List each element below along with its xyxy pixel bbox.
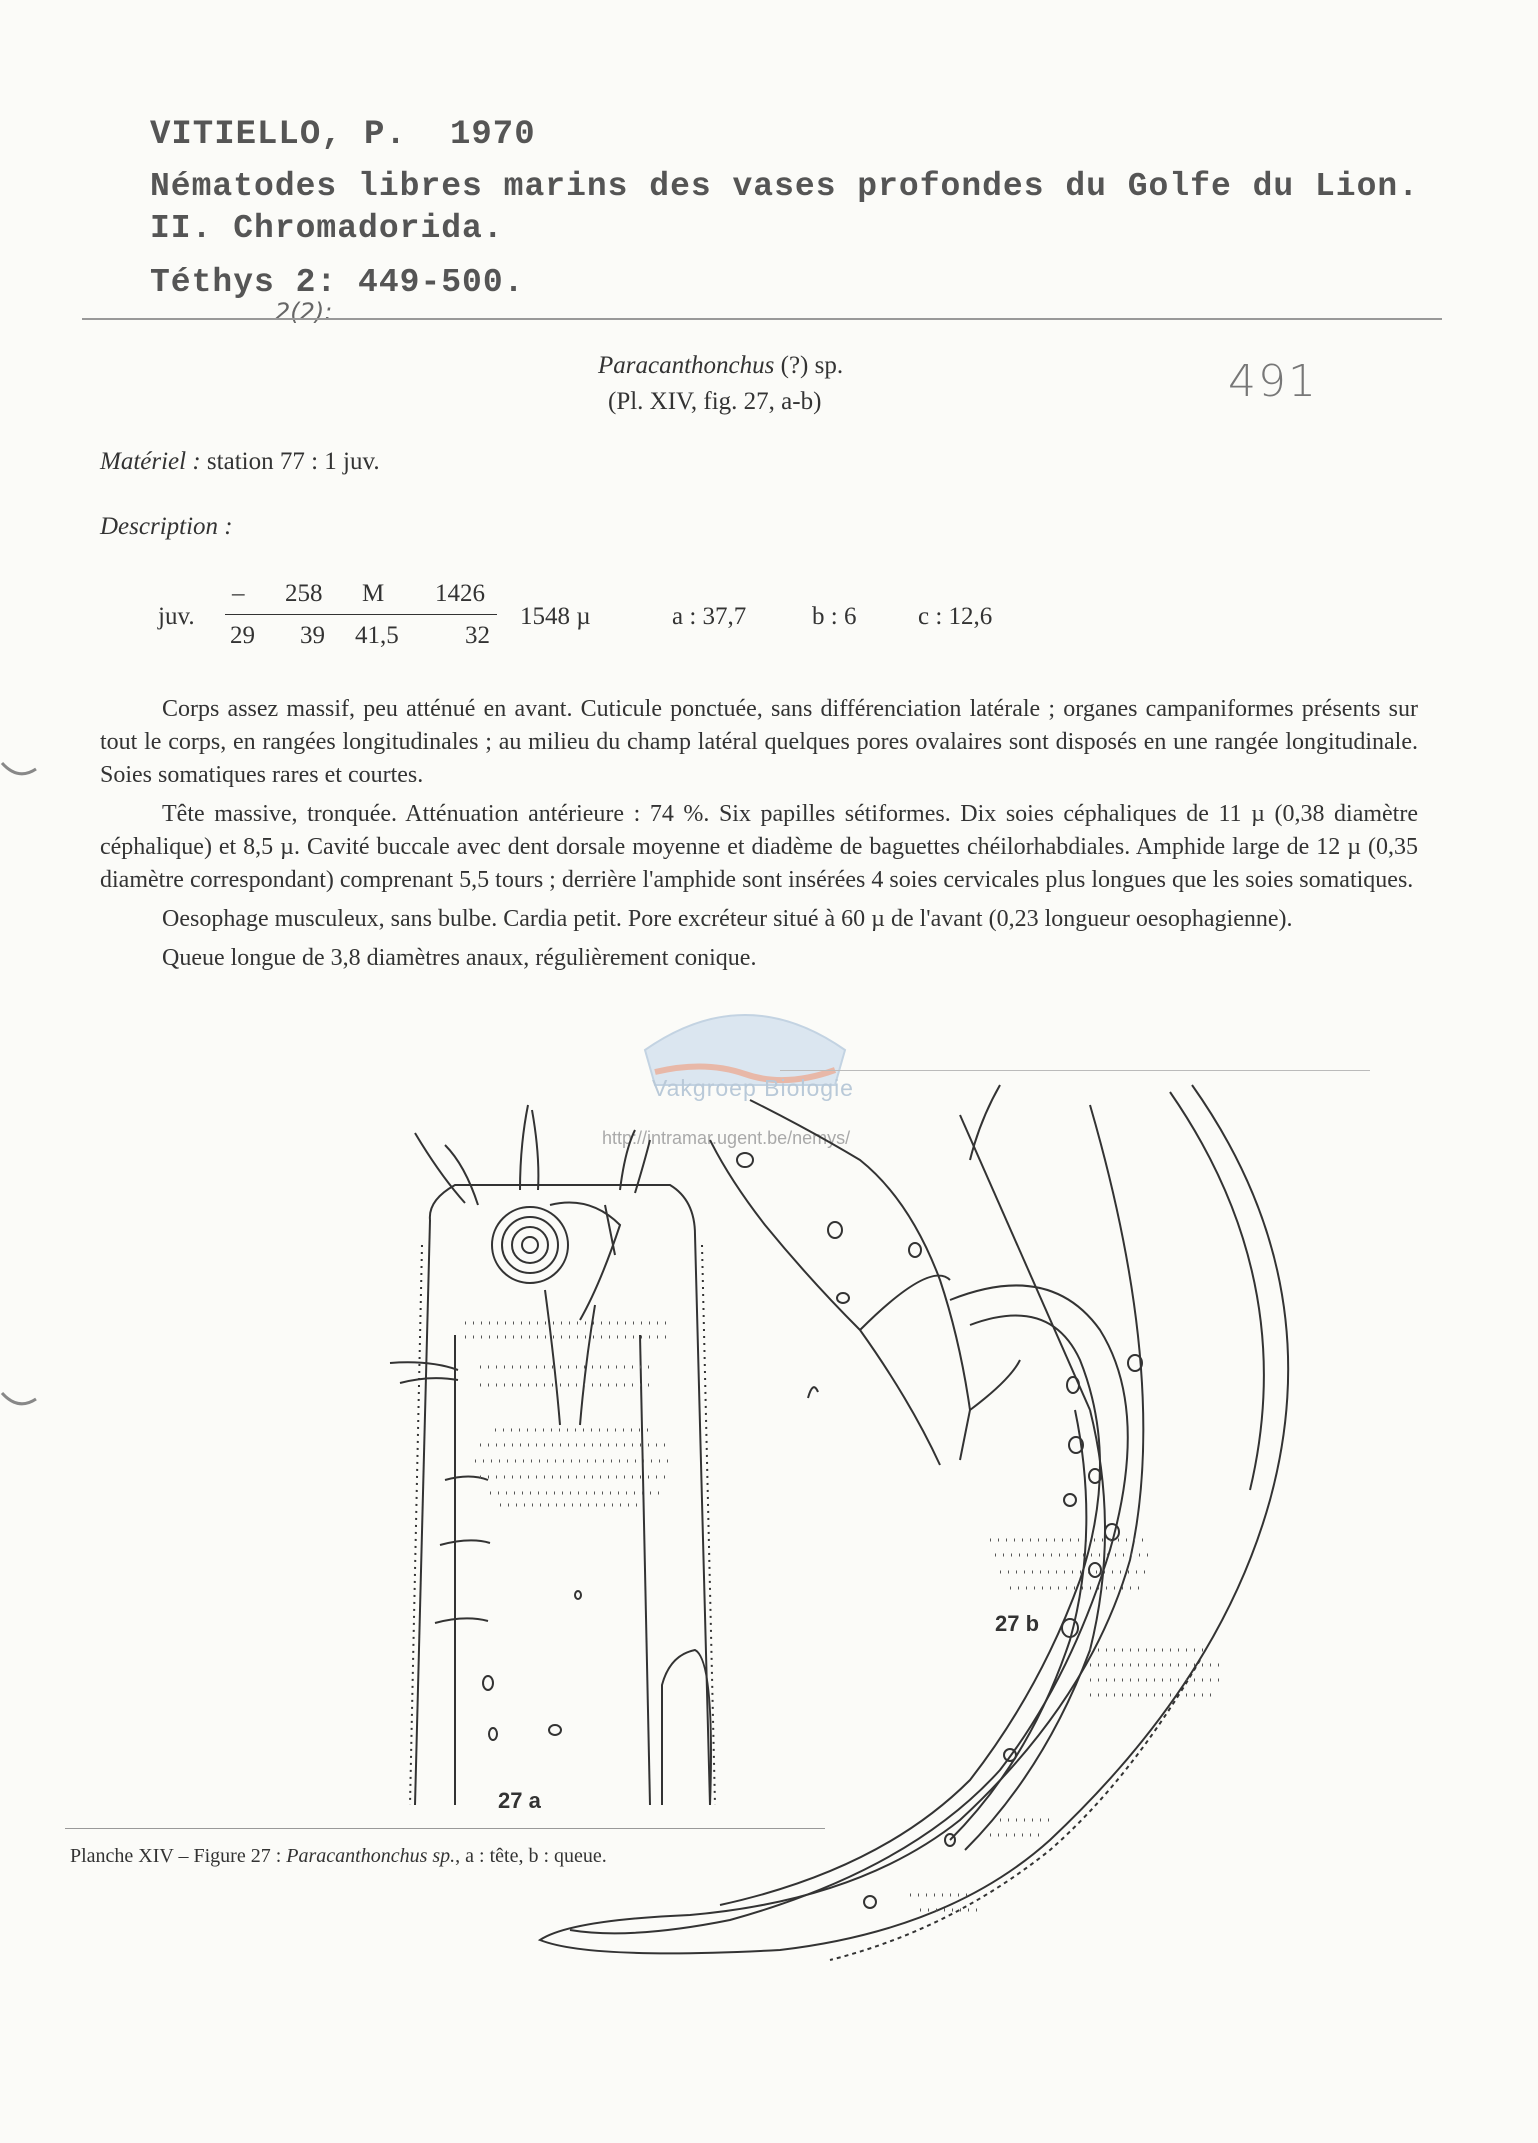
species-heading	[598, 352, 843, 380]
formula-top-4: 1426	[435, 580, 485, 607]
formula-bar	[225, 614, 497, 615]
watermark-name: Vakgroep Biologie	[652, 1075, 854, 1101]
description-label: Description :	[100, 513, 233, 540]
formula-ratio-b: b : 6	[812, 603, 857, 630]
reference-journal: Téthys 2: 449-500.	[150, 264, 525, 301]
formula-top-1: –	[232, 580, 245, 607]
reference-year: 1970	[450, 116, 536, 154]
reference-title-line1: Nématodes libres marins des vases profondes du Golfe du Lion.	[150, 168, 1419, 205]
figure-top-rule	[780, 1070, 1370, 1071]
paragraph-body: Corps assez massif, peu atténué en avant. Cuticule ponctuée, sans différenciation latérale ; organes campaniformes présents sur tout le corps, en rangées longitudinales ; au milieu du champ latéral quelques pores ovalaires sont disposés en une rangée longitudinale. Soies somatiques rares et courtes.	[100, 696, 1418, 788]
caption-suffix: , a : tête, b : queue.	[455, 1845, 607, 1867]
formula-ratio-a: a : 37,7	[672, 603, 747, 630]
formula-bottom-2: 39	[300, 622, 325, 649]
formula-stage: juv.	[158, 603, 195, 630]
figure-27b-tail-drawing	[530, 1080, 1350, 1980]
caption-prefix: Planche XIV – Figure 27 :	[70, 1845, 282, 1867]
figure-label-27b: 27 b	[995, 1611, 1040, 1636]
materiel-value: station 77 : 1 juv.	[206, 448, 380, 475]
formula-bottom-1: 29	[230, 622, 255, 649]
reference-title-line2: II. Chromadorida.	[150, 210, 504, 247]
paragraph-head: Tête massive, tronquée. Atténuation antérieure : 74 %. Six papilles sétiformes. Dix soies céphaliques de 11 µ (0,38 diamètre céphalique) et 8,5 µ. Cavité buccale avec dent dorsale moyenne et diadème de baguettes chéilorhabdiales. Amphide large de 12 µ (0,35 diamètre correspondant) comprenant 5,5 tours ; derrière l'amphide sont insérées 4 soies cervicales plus longues que les soies somatiques.	[100, 801, 1418, 893]
page-number: 491	[1228, 356, 1318, 407]
materiel-line	[100, 448, 380, 476]
figure-caption	[70, 1845, 607, 1868]
reference-authors: VITIELLO, P.	[150, 116, 407, 154]
caption-species: Paracanthonchus sp.	[286, 1845, 456, 1867]
formula-bottom-3: 41,5	[355, 622, 399, 649]
formula-length: 1548 µ	[520, 603, 591, 630]
handwritten-volume: 2(2):	[275, 298, 333, 326]
punch-hole-mark	[0, 755, 40, 785]
header-rule	[82, 318, 1442, 320]
description-body	[100, 693, 1418, 981]
species-suffix: (?) sp.	[780, 352, 844, 379]
figure-label-27a: 27 a	[498, 1788, 541, 1813]
formula-ratio-c: c : 12,6	[918, 603, 993, 630]
punch-hole-mark	[0, 1385, 40, 1415]
paragraph-oesophagus: Oesophage musculeux, sans bulbe. Cardia petit. Pore excréteur situé à 60 µ de l'avant (0,23 longueur oesophagienne).	[162, 906, 1293, 932]
paragraph-tail: Queue longue de 3,8 diamètres anaux, régulièrement conique.	[162, 945, 757, 971]
formula-top-2: 258	[285, 580, 323, 607]
formula-top-3: M	[362, 580, 385, 607]
species-figure-ref: (Pl. XIV, fig. 27, a-b)	[608, 388, 822, 415]
materiel-label: Matériel :	[100, 448, 201, 475]
formula-bottom-4: 32	[465, 622, 490, 649]
watermark-url: http://intramar.ugent.be/nemys/	[602, 1128, 851, 1148]
caption-rule	[65, 1828, 825, 1829]
species-name: Paracanthonchus	[598, 352, 775, 379]
